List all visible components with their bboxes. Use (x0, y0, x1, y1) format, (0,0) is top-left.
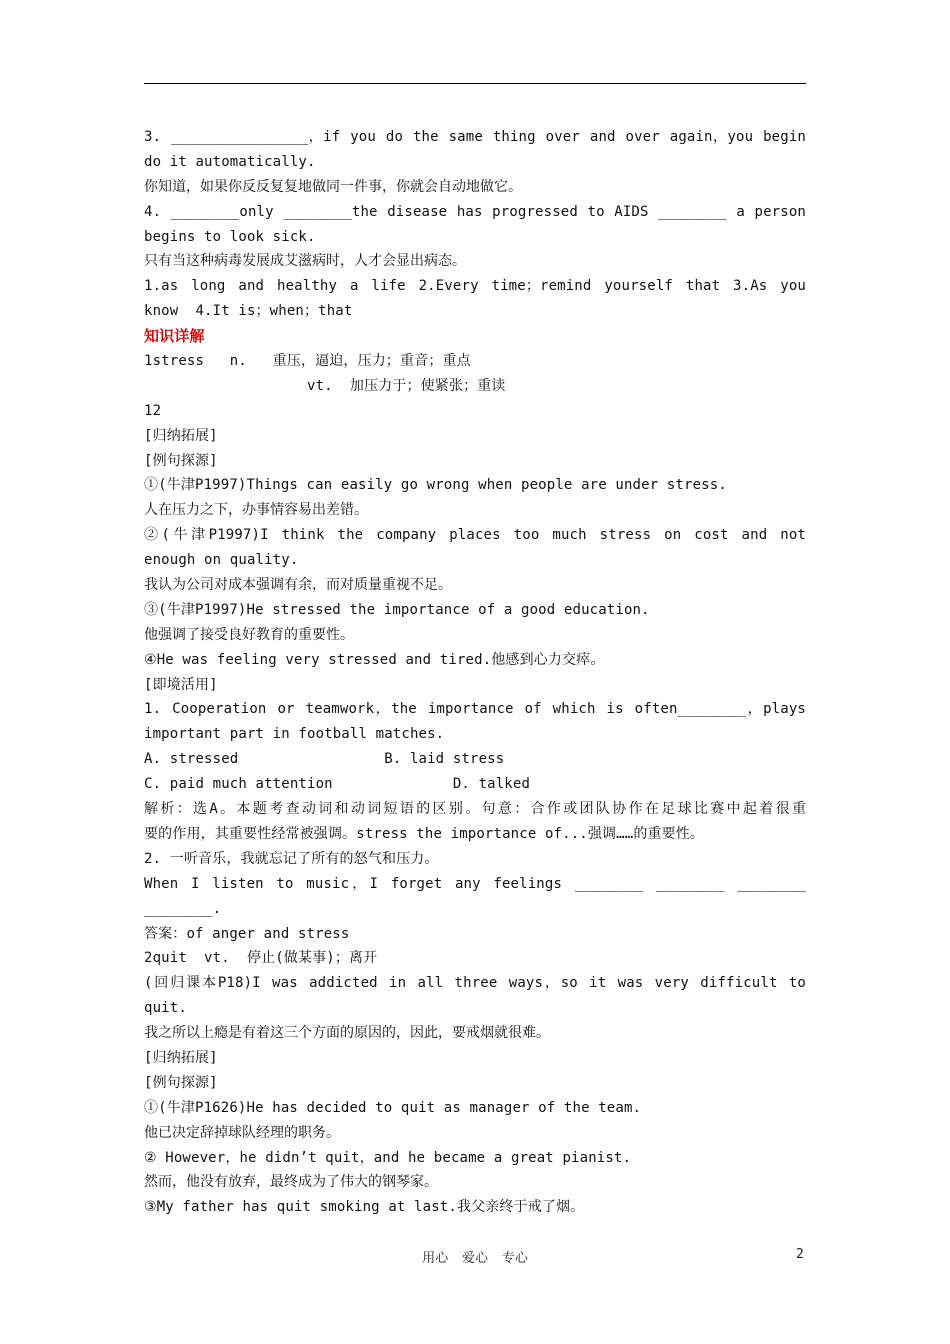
text-line: ②(牛津P1997)I think the company places too much stress on cost and not (144, 527, 806, 544)
text-line: ④He was feeling very stressed and tired.他感到心力交瘁。 (144, 651, 605, 668)
text-line: vt. 加压力于；使紧张；重读 (144, 377, 506, 394)
text-line: quit. (144, 1000, 187, 1017)
text-line: C. paid much attention D. talked (144, 776, 531, 793)
text-line: 你知道，如果你反反复复地做同一件事，你就会自动地做它。 (144, 178, 522, 195)
text-line: 他已决定辞掉球队经理的职务。 (144, 1124, 340, 1141)
text-line: ③My father has quit smoking at last.我父亲终于戒了烟。 (144, 1199, 585, 1216)
text-line: 他强调了接受良好教育的重要性。 (144, 626, 354, 643)
text-line: enough on quality. (144, 552, 299, 569)
text-line: 1.as long and healthy a life 2.Every time；remind yourself that 3.As you (144, 278, 806, 295)
text-line: 答案：of anger and stress (144, 925, 350, 942)
text-line: 只有当这种病毒发展成艾滋病时，人才会显出病态。 (144, 253, 466, 270)
text-line: A. stressed B. laid stress (144, 751, 505, 768)
text-line: 人在压力之下，办事情容易出差错。 (144, 502, 368, 519)
text-line: (回归课本P18)I was addicted in all three ways，so it was very difficult to (144, 975, 806, 992)
text-line: 4. ________only ________the disease has progressed to AIDS ________ a person (144, 203, 806, 220)
text-line: 然而，他没有放弃，最终成为了伟大的钢琴家。 (144, 1174, 438, 1191)
text-line: 要的作用，其重要性经常被强调。stress the importance of...强调……的重要性。 (144, 825, 705, 842)
text-line: 1. Cooperation or teamwork，the importance of which is often________，plays (144, 701, 806, 718)
text-line: 解析：选A。本题考查动词和动词短语的区别。句意：合作或团队协作在足球比赛中起着很重 (144, 801, 806, 818)
text-line: ________. (144, 900, 222, 917)
text-line: [归纳拓展] (144, 427, 218, 444)
text-line: [例句探源] (144, 452, 218, 469)
text-line: 12 (144, 402, 162, 419)
text-line: begins to look sick. (144, 228, 316, 245)
footer-text: 用心 爱心 专心 (422, 1251, 528, 1266)
text-line: 我之所以上瘾是有着这三个方面的原因的，因此，要戒烟就很难。 (144, 1025, 550, 1042)
text-line: [归纳拓展] (144, 1049, 218, 1066)
document-body (144, 125, 806, 1220)
text-line: 1stress n. 重压，逼迫，压力；重音；重点 (144, 353, 471, 370)
text-line: do it automatically. (144, 153, 316, 170)
text-line: 我认为公司对成本强调有余，而对质量重视不足。 (144, 577, 452, 594)
text-line: [例句探源] (144, 1074, 218, 1091)
text-line: 3. ________________，if you do the same thing over and over again，you begin (144, 129, 806, 145)
text-line: 2quit vt. 停止(做某事)；离开 (144, 950, 378, 967)
text-line: know 4.It is；when；that (144, 303, 353, 320)
section-heading: 知识详解 (144, 327, 205, 346)
text-line: When I listen to music，I forget any feelings ________ ________ ________ (144, 875, 806, 892)
text-line: ② However，he didn’t quit，and he became a great pianist. (144, 1149, 632, 1166)
text-line: ③(牛津P1997)He stressed the importance of a good education. (144, 601, 650, 618)
text-line: important part in football matches. (144, 726, 445, 743)
text-line: ①(牛津P1626)He has decided to quit as manager of the team. (144, 1099, 642, 1116)
text-line: [即境活用] (144, 676, 218, 693)
text-line: ①(牛津P1997)Things can easily go wrong when people are under stress. (144, 477, 727, 494)
text-line: 2. 一听音乐，我就忘记了所有的怒气和压力。 (144, 850, 439, 867)
header-rule (144, 83, 806, 84)
page-number: 2 (796, 1247, 804, 1262)
